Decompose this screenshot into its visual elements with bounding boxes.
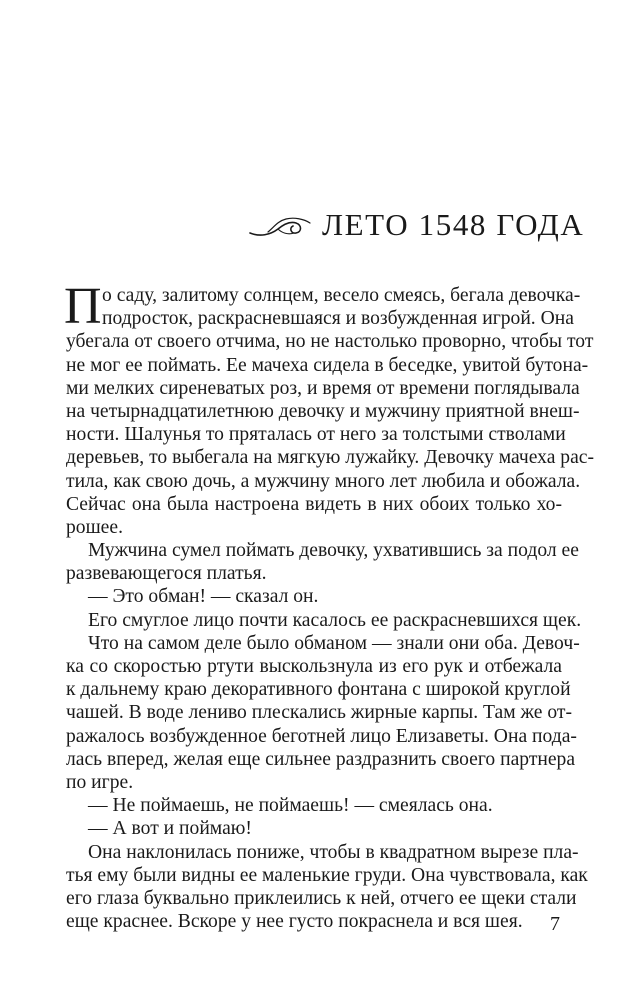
text-line: Его смуглое лицо почти касалось ее раскрасневшихся щек.	[88, 609, 582, 631]
text-line: к дальнему краю декоративного фонтана с широкой круглой	[66, 679, 571, 701]
chapter-title: ЛЕТО 1548 ГОДА	[322, 207, 585, 242]
text-line: — Это обман! — сказал он.	[88, 586, 319, 608]
text-line: еще краснее. Вскоре у нее густо покраснела и вся шея.	[66, 911, 523, 933]
text-line: развевающегося платья.	[66, 563, 267, 585]
text-line: его глаза буквально приклеились к ней, отчего ее щеки стали	[66, 887, 577, 909]
text-line: рошее.	[66, 516, 123, 538]
text-line: ражалось возбужденное беготней лицо Елизаветы. Она пода-	[66, 725, 577, 747]
text-line: Мужчина сумел поймать девочку, ухватившись за подол ее	[88, 540, 579, 562]
text-line: чашей. В воде лениво плескались жирные карпы. Там же от-	[66, 702, 572, 724]
swirl-ornament-icon	[248, 211, 312, 239]
text-line: тья ему были видны ее маленькие груди. Она чувствовала, как	[66, 864, 588, 886]
text-line: ми мелких сиреневатых роз, и время от времени поглядывала	[66, 377, 580, 399]
text-line: — А вот и поймаю!	[88, 818, 252, 840]
text-line: ка со скоростью ртути выскользнула из его рук и отбежала	[66, 656, 562, 677]
text-line: деревьев, то выбегала на мягкую лужайку. Девочку мачеха рас-	[66, 447, 595, 469]
text-line: по игре.	[66, 771, 134, 793]
text-line: лась вперед, желая еще сильнее раздразнить своего партнера	[66, 748, 576, 770]
text-line: Сейчас она была настроена видеть в них обоих только хо-	[66, 493, 562, 515]
text-line: — Не поймаешь, не поймаешь! — смеялась она.	[88, 795, 493, 817]
text-line: Она наклонилась пониже, чтобы в квадратном вырезе пла-	[88, 841, 579, 863]
text-line: тила, как свою дочь, а мужчину много лет любила и обожала.	[66, 470, 581, 492]
text-line: убегала от своего отчима, но не настолько проворно, чтобы тот	[66, 331, 594, 353]
text-line: подросток, раскрасневшаяся и возбужденная игрой. Она	[102, 308, 574, 330]
text-line: ности. Шалунья то пряталась от него за толстыми стволами	[66, 424, 566, 446]
drop-cap: П	[64, 278, 102, 335]
text-line: не мог ее поймать. Ее мачеха сидела в беседке, увитой бутона-	[66, 354, 589, 376]
page-number: 7	[550, 913, 560, 935]
body-text	[64, 278, 595, 933]
text-line: о саду, залитому солнцем, весело смеясь, бегала девочка-	[102, 285, 581, 306]
text-line: Что на самом деле было обманом — знали они оба. Девоч-	[88, 632, 580, 654]
chapter-heading	[248, 200, 585, 250]
text-line: на четырнадцатилетнюю девочку и мужчину приятной внеш-	[66, 400, 580, 422]
